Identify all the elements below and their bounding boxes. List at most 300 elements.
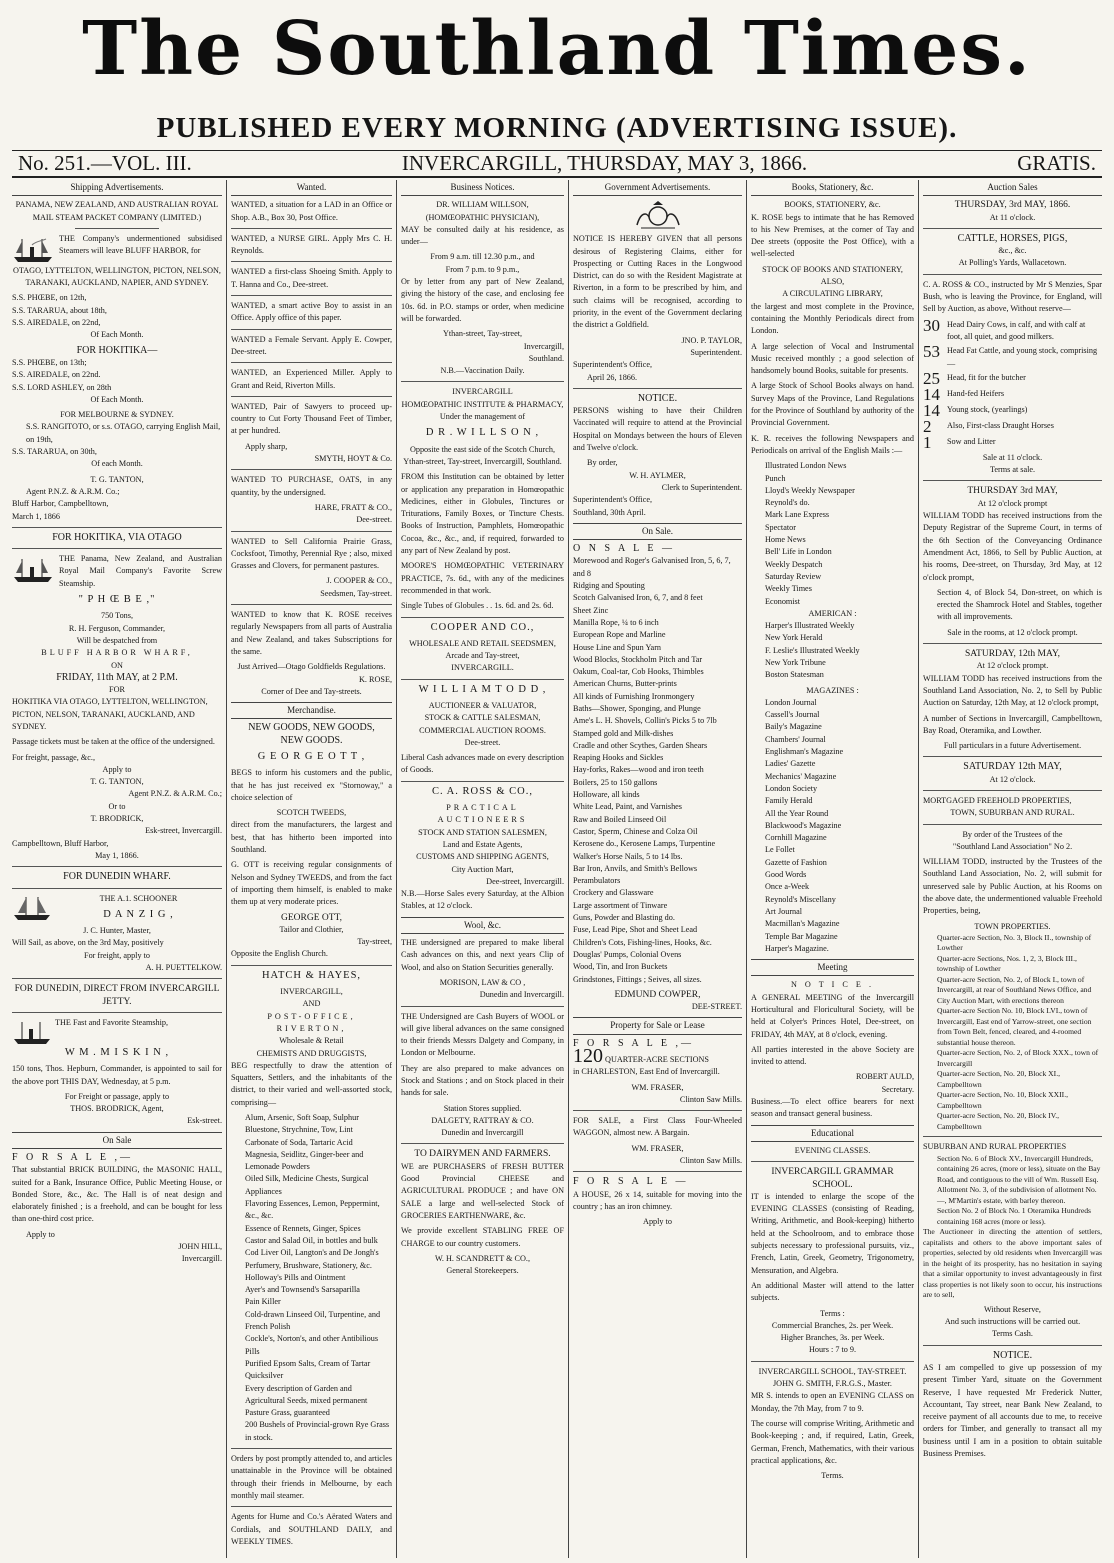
ad-line: For freight, apply to <box>84 950 150 960</box>
property-item: Allotment No. 3, of the subdivision of allotment No.—, M'Martin's estate, with barley thereon. <box>937 1185 1097 1205</box>
stock-item: Crockery and Glassware <box>573 888 654 898</box>
ad-line: At 12 o'clock prompt <box>977 498 1048 508</box>
ad-text: Section 4, of Block 54, Don-street, on which is erected the Shamrock Hotel and Stables, together with all improvements. <box>937 587 1102 622</box>
stock-item: Cold-drawn Linseed Oil, Turpentine, and French Polish <box>245 1309 381 1332</box>
divider <box>231 965 392 966</box>
ad-line: FOR <box>109 685 125 695</box>
divider <box>573 1110 742 1111</box>
ad-heading: AMERICAN : <box>808 608 857 618</box>
divider <box>923 274 1102 275</box>
ad-line: Secretary. <box>881 1084 914 1094</box>
property-item: Quarter-acre Section, No. 20, Block IV., Campbelltown <box>937 1111 1060 1131</box>
ad-heading: N O T I C E . <box>790 980 875 990</box>
property-item: Quarter-acre Section, No. 3, Block II., township of Lowther <box>937 932 1092 953</box>
divider <box>923 228 1102 229</box>
signature: THOS. BRODRICK, Agent, <box>70 1104 164 1114</box>
ad-line: ALSO, <box>820 277 845 287</box>
periodical-item: London Society <box>765 783 818 793</box>
section-heading: On Sale <box>12 1132 222 1149</box>
ad-line: Will Sail, as above, on the 3rd May, positively <box>12 938 164 948</box>
signature: W. H. SCANDRETT & CO., <box>434 1253 531 1263</box>
lot-row <box>923 432 1102 452</box>
ad-text: THE Company's undermentioned subsidised Steamers will leave BLUFF HARBOR, for <box>12 233 222 258</box>
ad-text: the largest and most complete in the Province, containing the Monthly Periodicals direct from London. <box>751 301 914 336</box>
ad-text: FROM this Institution can be obtained by letter or application any preparation in Homœopathic Medicines, either in Globules, Tinctures or Triturations, Family Boxes, or Tincture Chests. Books of Instruction, Pamphlets, Homœopathic Cocoa, &c., &c., and, if required, forwarded to any part of New Zealand by post. <box>401 472 564 556</box>
ad-line: 120 QUARTER-ACRE SECTIONS <box>573 1045 709 1067</box>
ad-line: "Southland Land Association" No 2. <box>952 841 1073 851</box>
ad-text: Passage tickets must be taken at the office of the undersigned. <box>12 737 215 747</box>
periodical-item: Lloyd's Weekly Newspaper <box>765 485 855 495</box>
divider <box>231 228 392 229</box>
periodical-item: Temple Bar Magazine <box>765 931 838 941</box>
stock-item: Fuse, Lead Pipe, Shot and Sheet Lead <box>573 925 698 935</box>
ad-line: J. C. Hunter, Master, <box>83 926 151 936</box>
ad-line: From 7 p.m. to 9 p.m., <box>445 264 520 274</box>
stock-item: Children's Cots, Fishing-lines, Hooks, &c. <box>573 937 712 947</box>
ad-line: And such instructions will be carried out. <box>944 1317 1081 1327</box>
ad-text: A GENERAL MEETING of the Invercargill Horticultural and Floricultural Society, will be held at Colyer's Princes Hotel, Dee-street, on FRIDAY, 4th MAY, at 8 o'clock, evening. <box>751 992 914 1039</box>
section-heading: Wool, &c. <box>401 917 564 934</box>
periodical-item: All the Year Round <box>765 808 829 818</box>
ad-line: Will be despatched from <box>76 635 158 645</box>
periodical-item: Bell' Life in London <box>765 547 832 557</box>
ad-line: Terms : <box>820 1308 845 1318</box>
stock-item: Perambulators <box>573 876 621 886</box>
section-heading: Meeting <box>751 959 914 976</box>
ad-text: WILLIAM TODD, instructed by the Trustees of the Southland Land Association, No. 2, will submit for unreserved sale by Public Auction, at his Rooms on the above date, the undermentioned valuable Freehold Properties, being, <box>923 857 1102 916</box>
column-auctions <box>919 180 1106 1558</box>
periodical-item: Harper's Illustrated Weekly <box>765 621 855 631</box>
ad-heading: SATURDAY, 12th MAY, <box>964 649 1061 660</box>
ad-line: ON <box>111 660 123 670</box>
stock-item: House Line and Spun Yarn <box>573 642 662 652</box>
stock-item: Walker's Horse Nails, 5 to 14 lbs. <box>573 851 683 861</box>
ad-text: WILLIAM TODD has received instructions from the Deputy Registrar of the Supreme Court, in terms of the 6th Section of the Conveyancing Ordinance Amendment Act, 1866, to Sell by Public Auction, at his rooms, Dee-street, on Thursday, 3rd May, at 12 o'clock prompt, <box>923 511 1102 582</box>
property-item: Quarter-acre Section, No. 10, Block XXII., Campbelltown <box>937 1090 1069 1110</box>
stock-item: 200 Bushels of Provincial-grown Rye Grass in stock. <box>245 1420 390 1442</box>
ad-line: By order of the Trustees of the <box>962 829 1063 839</box>
ad-line: DEE-STREET. <box>691 1002 742 1012</box>
ad-text: An additional Master will attend to the latter subjects. <box>751 1280 914 1303</box>
ad-heading: STOCK & CATTLE SALESMAN, <box>424 713 541 723</box>
divider <box>401 381 564 382</box>
ad-line: Full particulars in a future Advertisement. <box>943 741 1082 751</box>
lot-description: Sow and Litter <box>947 436 996 446</box>
ad-heading: BOOKS, STATIONERY, &c. <box>784 200 881 210</box>
signature: DALGETY, RATTRAY & CO. <box>431 1115 534 1125</box>
periodical-item: Weekly Times <box>765 584 812 594</box>
ad-line: Seedsmen, Tay-street. <box>320 588 392 598</box>
periodical-item: Reynold's do. <box>765 498 810 508</box>
stock-item: Hay-forks, Rakes—wood and iron teeth <box>573 765 704 775</box>
stock-item: All kinds of Furnishing Ironmongery <box>573 691 695 701</box>
divider <box>923 1136 1102 1137</box>
ad-line: S.S. LORD ASHLEY, on 28th <box>12 382 112 392</box>
stock-item: Bluestone, Strychnine, Tow, Lint <box>245 1125 353 1135</box>
ad-text: WILLIAM TODD has received instructions from the Southland Land Association, No. 2, to Sell by Public Auction on Saturday, 12th May, at 12 o'clock prompt, <box>923 673 1102 708</box>
ad-text: THE undersigned are prepared to make liberal Cash advances on this, and next years Clip of Wool, and also on Station Securities generally. <box>401 938 564 972</box>
merchant-name: HATCH & HAYES, <box>261 969 362 981</box>
ad-line: Commercial Branches, 2s. per Week. <box>771 1320 894 1330</box>
steamship-icon <box>12 1019 52 1047</box>
ad-line: From 9 a.m. till 12.30 p.m., and <box>430 252 535 262</box>
ad-line: Clinton Saw Mills. <box>679 1094 742 1104</box>
ad-text: WANTED to Sell California Prairie Grass, Cocksfoot, Timothy, Perennial Rye ; also, mixed Grasses and Clovers, for permanent pastures. <box>231 536 392 571</box>
stock-item: Morewood and Roger's Galvanised Iron, 5, 6, 7, and 8 <box>573 556 731 578</box>
ad-text: A large Stock of School Books always on hand. Survey Maps of the Province, Land Regulations for the Province of Southland by authority of the Provincial Government. <box>751 381 914 428</box>
ad-line: Ythan-street, Tay-street, <box>442 329 523 339</box>
ad-line: Apply sharp, <box>245 441 288 451</box>
stock-item: Baths—Shower, Sponging, and Plunge <box>573 703 701 713</box>
ad-text: HOKITIKA VIA OTAGO, LYTTELTON, WELLINGTON, PICTON, NELSON, TARANAKI, AUCKLAND, AND SYDNEY. <box>12 697 208 731</box>
lot-row <box>923 342 1102 370</box>
ad-line: Superintendent's Office, <box>573 360 653 370</box>
ad-heading: INVERCARGILL <box>452 387 513 397</box>
divider <box>12 978 222 979</box>
stock-item: Douglas' Pumps, Colonial Ovens <box>573 949 682 959</box>
ad-line: Agent P.N.Z. & A.R.M. Co.; <box>26 486 120 496</box>
ad-line: Under the management of <box>439 412 526 422</box>
ad-line: At Polling's Yards, Wallacetown. <box>958 258 1067 268</box>
stock-item: Guns, Powder and Blasting do. <box>573 913 675 923</box>
signature: A. H. PUETTELKOW. <box>145 963 222 973</box>
divider <box>231 531 392 532</box>
stock-item: Raw and Boiled Linseed Oil <box>573 814 667 824</box>
ad-text: We provide excellent STABLING FREE OF CHARGE to our country customers. <box>401 1226 564 1248</box>
ad-line: (HOMŒOPATHIC PHYSICIAN), <box>425 212 540 222</box>
signature: EDMUND COWPER, <box>614 989 701 1000</box>
ad-heading: FOR DUNEDIN WHARF. <box>63 871 171 883</box>
merchant-name: G E O R G E O T T , <box>257 750 366 762</box>
periodical-item: Englishman's Magazine <box>765 747 844 757</box>
ad-text: N.B.—Horse Sales every Saturday, at the Albion Stables, at 12 o'clock. <box>401 889 564 911</box>
divider <box>75 228 159 229</box>
ad-heading: MORTGAGED FREEHOLD PROPERTIES, <box>923 795 1072 805</box>
ad-line: Tailor and Clothier, <box>279 924 344 934</box>
newspaper-title: The Southland Times. <box>82 6 1032 92</box>
stock-item: Bar Iron, Anvils, and Smith's Bellows <box>573 863 698 873</box>
ad-line: Apply to <box>102 764 132 774</box>
ad-line: Without Reserve, <box>984 1304 1041 1314</box>
periodical-item: Good Words <box>765 870 807 880</box>
periodical-item: Ladies' Gazette <box>765 759 816 769</box>
periodicals-list <box>751 697 914 955</box>
ad-text: WANTED a Female Servant. Apply E. Cowper, Dee-street. <box>231 334 392 356</box>
ad-text: THE Undersigned are Cash Buyers of WOOL or will give liberal advances on the same consigned to their friends Messrs Dalgety and Company, in London or Melbourne. <box>401 1011 564 1058</box>
stock-item: Grindstones, Fittings ; Seives, all sizes. <box>573 974 702 984</box>
divider <box>923 756 1102 757</box>
ad-text: AS I am compelled to give up possession of my present Timber Yard, situate on the Government Reserve, I have requested Mr Frederick Nutter, Accountant, Tay street, near Bank New Zealand, to receive payment of all accounts due to me, to receive orders for Timber, and generally to transact all my business until I am in a position to obtain suitable Business Premises. <box>923 1362 1102 1459</box>
divider <box>923 643 1102 644</box>
ad-heading: WHOLESALE AND RETAIL SEEDSMEN, <box>409 638 556 648</box>
ad-line: Dunedin and Invercargill <box>441 1128 524 1138</box>
divider <box>12 548 222 549</box>
ad-line: Opposite the English Church. <box>231 949 328 959</box>
ad-text: in CHARLESTON, East End of Invercargill. <box>573 1067 720 1077</box>
ad-line: Southland. <box>528 353 564 363</box>
ad-text: That substantial BRICK BUILDING, the MASONIC HALL, suited for a Bank, Insurance Office, Public Meeting House, or Bonded Store, &c., &c. The Hall is of neat design and elaborately finished ; is a freehold, and can be bought for less than one-third cost price. <box>12 1165 222 1224</box>
masthead <box>0 0 1114 150</box>
periodicals-list <box>751 460 914 608</box>
ad-heading: FOR HOKITIKA, VIA OTAGO <box>52 531 182 543</box>
periodical-item: New York Herald <box>765 633 823 643</box>
ad-text: THE Panama, New Zealand, and Australian Royal Mail Company's Favorite Screw Steamship. <box>12 553 222 590</box>
newspaper-subtitle: PUBLISHED EVERY MORNING (ADVERTISING ISSUE). <box>156 112 958 144</box>
ad-text: WE are PURCHASERS of FRESH BUTTER Good Provincial CHEESE and AGRICULTURAL PRODUCE ; and have ON SALE a large and well-selected Stock of GROCERIES EARTHENWARE, &c. <box>401 1161 564 1220</box>
doctor-name: D R . W I L L S O N , <box>425 427 540 439</box>
lot-description: Head Dairy Cows, in calf, and with calf at foot, all quiet, and good milkers. <box>947 319 1086 341</box>
periodical-item: London Journal <box>765 697 817 707</box>
stock-list <box>573 555 742 985</box>
column-books <box>747 180 919 1558</box>
ad-heading: MAGAZINES : <box>806 685 859 695</box>
section-heading: Business Notices. <box>401 180 564 196</box>
ad-heading: NEW GOODS. <box>280 734 343 746</box>
lot-row <box>923 315 1102 344</box>
ad-heading: FOR DUNEDIN, DIRECT FROM INVERCARGILL JETTY. <box>14 984 220 1007</box>
stock-item: Boilers, 25 to 150 gallons <box>573 777 658 787</box>
ad-heading: STOCK OF BOOKS AND STATIONERY, <box>762 264 903 274</box>
ad-heading: TOWN, SUBURBAN AND RURAL. <box>950 808 1075 818</box>
ad-line: BLUFF HARBOR WHARF, <box>41 648 193 658</box>
periodical-item: Once a-Week <box>765 882 810 892</box>
periodical-item: Home News <box>765 535 806 545</box>
section-heading: Government Advertisements. <box>573 180 742 196</box>
periodical-item: Saturday Review <box>765 571 822 581</box>
ad-line: At 12 o'clock prompt. <box>976 661 1049 671</box>
ad-line: Esk-street, Invercargill. <box>145 826 222 836</box>
periodical-item: Mechanics' Magazine <box>765 771 837 781</box>
signature: WM. FRASER, <box>631 1082 684 1092</box>
stock-item: Wood Blocks, Stockholm Pitch and Tar <box>573 654 703 664</box>
ad-text: All parties interested in the above Society are invited to attend. <box>751 1044 914 1067</box>
lot-count: 30 <box>923 315 940 335</box>
ad-text: They are also prepared to make advances on Stock and Stations ; and on Stock placed in their hands for sale. <box>401 1063 564 1098</box>
stock-item: Manilla Rope, ¼ to 6 inch <box>573 617 659 627</box>
ad-line: CHEMISTS AND DRUGGISTS, <box>256 1048 367 1058</box>
issue-number: No. 251.—VOL. III. <box>18 151 192 175</box>
divider <box>401 1143 564 1144</box>
ad-heading: F O R S A L E ,— <box>12 1152 133 1163</box>
periodical-item: Punch <box>765 473 786 483</box>
ad-text: WANTED TO PURCHASE, OATS, in any quantity, by the undersigned. <box>231 475 392 497</box>
ad-line: Wholesale & Retail <box>279 1036 344 1046</box>
ship-name: W M . M I S K I N , <box>64 1046 170 1058</box>
ad-heading: THURSDAY, 3rd MAY, 1866. <box>954 200 1071 211</box>
ad-line: Sale in the rooms, at 12 o'clock prompt. <box>947 627 1078 637</box>
ad-line: S.S. RANGITOTO, or s.s. OTAGO, carrying English Mail, on 19th, <box>26 422 221 444</box>
ad-line: April 26, 1866. <box>587 372 638 382</box>
ad-line: SCOTCH TWEEDS, <box>276 808 347 818</box>
stock-item: Magnesia, Seidlitz, Ginger-beer and Lemonade Powders <box>245 1149 364 1172</box>
divider <box>573 1171 742 1172</box>
ad-line: City Auction Mart, <box>451 864 514 874</box>
schooner-icon <box>12 895 52 923</box>
section-heading: Auction Sales <box>923 180 1102 196</box>
ad-text: Opposite the east side of the Scotch Church, Ythan-street, Tay-street, Invercargill, Southland. <box>403 444 562 466</box>
ad-heading: NOTICE. <box>992 1349 1033 1361</box>
ad-text: BEG respectfully to draw the attention of Squatters, Settlers, and the inhabitants of the district, to their varied and well-assorted stock, comprising— <box>231 1060 392 1107</box>
divider <box>923 480 1102 481</box>
lot-row <box>923 416 1102 436</box>
ad-line: JOHN G. SMITH, F.R.G.S., Master. <box>773 1379 892 1389</box>
column-wanted <box>227 180 397 1558</box>
ad-line: S.S. PHŒBE, on 13th; <box>12 357 87 367</box>
divider <box>923 790 1102 791</box>
ad-heading: SATURDAY 12th MAY, <box>963 761 1062 773</box>
ad-text: OTAGO, LYTTELTON, WELLINGTON, PICTON, NELSON, TARANAKI, AUCKLAND, NAPIER, AND SYDNEY. <box>13 265 221 288</box>
ad-line: Corner of Dee and Tay-streets. <box>261 686 362 696</box>
divider <box>231 469 392 470</box>
ad-line: Of each Month. <box>91 459 143 469</box>
stock-item: Essence of Rennets, Ginger, Spices <box>245 1223 361 1233</box>
property-item: Quarter-acre Section No. 10, Block LVI., town of Invercargill, East end of Yarrow-street, one section from Town Belt, fenced, cleared, and 4-roomed substantial house thereon. <box>937 1006 1092 1047</box>
dateline <box>12 150 1102 178</box>
divider <box>401 679 564 680</box>
stock-list <box>231 1112 392 1444</box>
issue-price: GRATIS. <box>1017 151 1096 175</box>
signature: W. H. AYLMER, <box>629 470 686 480</box>
ad-line: Dee-street. <box>464 737 501 747</box>
ad-line: Superintendent's Office, <box>573 495 653 505</box>
ad-text: C. A. ROSS & CO., instructed by Mr S Menzies, Spar Bush, who is leaving the Province, for England, will Sell by Auction, as above, Without reserve— <box>923 279 1102 314</box>
property-list <box>923 933 1102 1133</box>
divider <box>231 1448 392 1449</box>
ad-line: POST-OFFICE, RIVERTON, <box>267 1011 356 1033</box>
lot-description: Hand-fed Heifers <box>947 388 1005 398</box>
merchant-name: W I L L I A M T O D D , <box>418 683 547 695</box>
ad-line: S.S. TARARUA, about 18th, <box>12 305 107 315</box>
signature: JNO. P. TAYLOR, <box>681 335 742 345</box>
divider <box>573 388 742 389</box>
ad-line: FRIDAY, 11th MAY, at 2 P.M. <box>56 671 178 683</box>
periodical-item: Harper's Magazine. <box>765 943 829 953</box>
ad-line: Clerk to Superintendent. <box>661 482 742 492</box>
ad-line: Tay-street, <box>357 937 392 947</box>
lot-count: 14 <box>923 384 940 404</box>
divider <box>231 604 392 605</box>
ad-line: Single Tubes of Globules . . 1s. 6d. and 2s. 6d. <box>401 601 554 611</box>
ad-line: Dunedin and Invercargill. <box>479 990 564 1000</box>
ad-heading: CUSTOMS AND SHIPPING AGENTS, <box>416 852 549 862</box>
column-government <box>569 180 747 1558</box>
ad-line: May 1, 1866. <box>95 850 139 860</box>
ad-text: MOORE'S HOMŒOPATHIC VETERINARY PRACTICE, 7s. 6d., with any of the medicines recommended in that work. <box>401 561 564 595</box>
ad-line: Bluff Harbor, Campbelltown, <box>12 499 109 509</box>
ad-heading: F O R S A L E — <box>573 1176 689 1188</box>
ad-line: Dee-street, Invercargill. <box>486 876 564 886</box>
ad-line: General Storekeepers. <box>446 1266 519 1276</box>
ad-text: WANTED, an Experienced Miller. Apply to Grant and Reid, Riverton Mills. <box>231 368 392 390</box>
ad-heading: EVENING CLASSES. <box>794 1145 871 1155</box>
periodical-item: Family Herald <box>765 796 813 806</box>
ad-heading: AUCTIONEER & VALUATOR, <box>428 700 537 710</box>
divider <box>12 527 222 528</box>
ad-text: Or by letter from any part of New Zealand, giving the history of the case, and enclosing fee 10s. 6d. in P.O. stamps or order, when medicine will be forwarded. <box>401 277 564 323</box>
stock-item: Carbonate of Soda, Tartaric Acid <box>245 1137 353 1147</box>
divider <box>231 1506 392 1507</box>
ad-line: S.S. AIREDALE, on 22nd. <box>12 370 101 380</box>
ad-heading: SUBURBAN AND RURAL PROPERTIES <box>923 1142 1067 1152</box>
stock-item: European Rope and Marline <box>573 630 666 640</box>
ad-line: Hours : 7 to 9. <box>808 1345 857 1355</box>
ad-text: The Auctioneer in directing the attention of settlers, capitalists and others to the above important sales of properties, selected by old residents when Invercargill was in the height of its prosperity, has no hesitation in saying that a similar opportunity to invest advantageously in first class properties is not likely soon to occur, his instructions are to sell, <box>923 1227 1102 1300</box>
divider <box>401 1006 564 1007</box>
periodical-item: Cornhill Magazine <box>765 833 827 843</box>
periodical-item: Boston Statesman <box>765 670 824 680</box>
ad-text: MR S. intends to open an EVENING CLASS on Monday, the 7th May, from 7 to 9. <box>751 1391 914 1413</box>
lot-count: 53 <box>923 342 940 362</box>
ad-line: 750 Tons, <box>100 611 134 621</box>
ad-line: Southland, 30th April. <box>573 507 646 517</box>
section-heading: Property for Sale or Lease <box>573 1017 742 1034</box>
stock-item: Flavoring Essences, Lemon, Peppermint, &c., &c. <box>245 1199 380 1221</box>
steamship-icon <box>12 555 56 585</box>
ad-text: Business.—To elect office bearers for next season and transact general business. <box>751 1097 914 1119</box>
ad-line: R. H. Ferguson, Commander, <box>68 623 166 633</box>
lot-description: Also, First-class Draught Horses <box>947 420 1054 430</box>
ad-heading: FOR HOKITIKA— <box>76 344 158 356</box>
ad-heading: NOTICE. <box>637 392 678 404</box>
issue-date: INVERCARGILL, THURSDAY, MAY 3, 1866. <box>401 151 808 175</box>
ad-text: MAY be consulted daily at his residence, as under— <box>401 224 564 247</box>
periodical-item: Illustrated London News <box>765 461 847 471</box>
ad-text: A large selection of Vocal and Instrumental Music received monthly ; a good selection of handsomely bound Books, suitable for presents. <box>751 341 914 376</box>
section-heading: Books, Stationery, &c. <box>751 180 914 196</box>
periodical-item: Weekly Despatch <box>765 559 823 569</box>
periodical-item: Gazette of Fashion <box>765 857 827 867</box>
stock-item: White Lead, Paint, and Varnishes <box>573 802 682 812</box>
lot-row <box>923 400 1102 420</box>
ship-name: " P H Œ B E ," <box>78 594 156 606</box>
stock-item: Castor, Sperm, Chinese and Colza Oil <box>573 826 698 836</box>
periodical-item: F. Leslie's Illustrated Weekly <box>765 645 860 655</box>
stock-item: Sheet Zinc <box>573 605 609 615</box>
divider <box>231 362 392 363</box>
ad-line: THE A.1. SCHOONER <box>12 893 222 905</box>
ad-line: At 11 o'clock. <box>989 212 1036 222</box>
ad-text: A HOUSE, 26 x 14, suitable for moving into the country ; has an iron chimney. <box>573 1189 742 1211</box>
signature: HARE, FRATT & CO., <box>314 502 392 512</box>
stock-item: Pain Killer <box>245 1297 281 1307</box>
periodical-item: Macmillan's Magazine <box>765 919 840 929</box>
ad-heading: COMMERCIAL AUCTION ROOMS. <box>419 725 546 735</box>
ad-text: WANTED to know that K. ROSE receives regularly Newspapers from all parts of Australia and New Zealand, and takes Subscriptions for the same. <box>231 610 392 656</box>
divider <box>401 617 564 618</box>
ad-line: S.S. PHŒBE, on 12th, <box>12 293 87 303</box>
ad-line: March 1, 1866 <box>12 511 60 521</box>
ad-heading: THURSDAY 3rd MAY, <box>967 486 1058 497</box>
property-item: Quarter-acre Sections, Nos. 1, 2, 3, Block III., township of Lowther <box>937 953 1077 974</box>
section-heading: Educational <box>751 1125 914 1142</box>
ad-text: G. OTT is receiving regular consignments of Nelson and Sydney TWEEDS, and from the fact of importing them himself, is enabled to make them up at very moderate prices. <box>231 860 392 907</box>
periodicals-list <box>751 620 914 681</box>
stock-item: Cockle's, Norton's, and other Antibilious Pills <box>245 1334 379 1356</box>
stock-item: American Churns, Butter-prints <box>573 679 677 689</box>
ad-line: Just Arrived—Otago Goldfields Regulations. <box>237 662 386 672</box>
ad-line: Land and Estate Agents, <box>442 839 523 849</box>
ad-line: INVERCARGILL, <box>280 987 343 997</box>
lot-count: 1 <box>923 432 932 452</box>
signature: SMYTH, HOYT & Co. <box>314 454 392 464</box>
ad-line: Or to <box>108 801 126 811</box>
divider <box>923 824 1102 825</box>
signature: K. ROSE, <box>359 674 392 684</box>
stock-item: Cradle and other Scythes, Garden Shears <box>573 740 708 750</box>
signature: J. COOPER & CO., <box>326 576 392 586</box>
ad-heading: A CIRCULATING LIBRARY, <box>782 289 883 299</box>
ad-line: Clinton Saw Mills. <box>679 1156 742 1166</box>
